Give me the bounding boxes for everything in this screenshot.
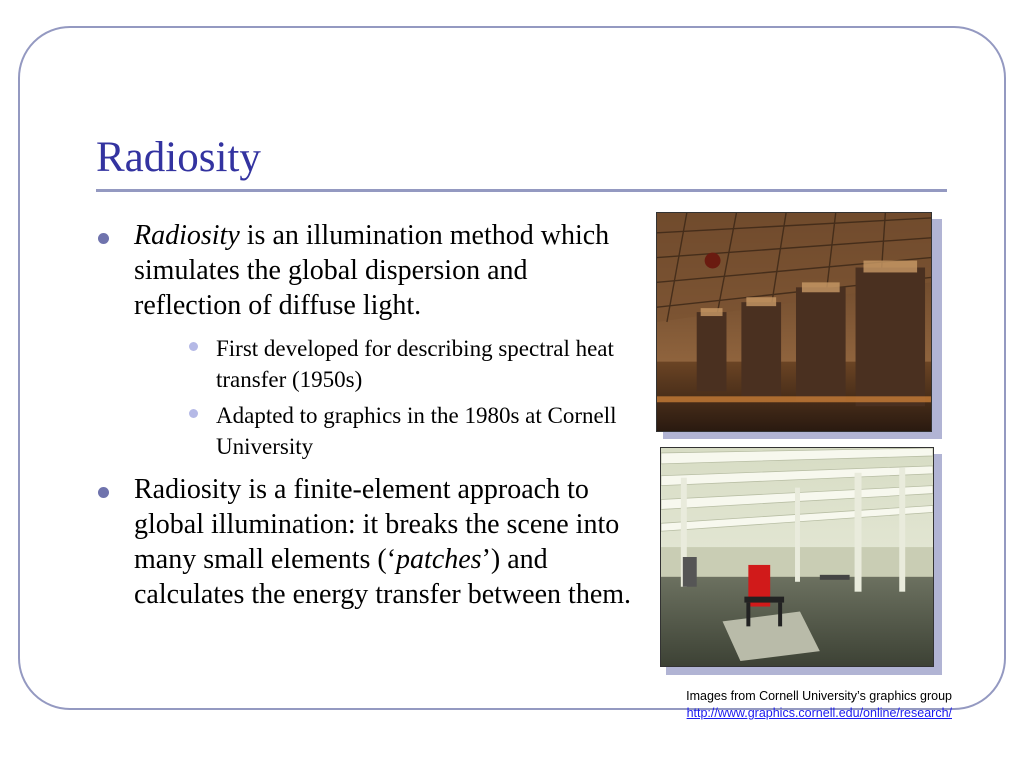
bullet-dot-icon xyxy=(98,233,109,244)
gallery-render-image xyxy=(660,447,934,667)
bullet-radiosity-definition xyxy=(96,218,641,462)
image-credit xyxy=(686,688,952,722)
factory-render-image xyxy=(656,212,932,432)
sub-bullet-cornell xyxy=(134,400,641,462)
cornell-research-link[interactable]: http://www.graphics.cornell.edu/online/research/ xyxy=(686,706,952,720)
title-underline xyxy=(96,189,947,192)
gallery-render-graphic xyxy=(661,448,933,666)
credit-text: Images from Cornell University’s graphics group xyxy=(686,689,952,703)
sub-bullet-heat-transfer xyxy=(134,333,641,395)
finite-element-text-end: ’) and calculates the energy transfer between them. xyxy=(134,544,632,610)
sub-bullet-dot-icon xyxy=(189,409,198,418)
slide-body xyxy=(96,218,641,612)
bullet-finite-element xyxy=(96,472,641,612)
definition-text: is an illumination method which simulates the global dispersion and reflection of diffuse light. xyxy=(134,220,610,321)
finite-element-text-start: Radiosity is a finite-element approach to global illumination: it breaks the scene into many small elements (‘ xyxy=(134,474,620,575)
sub-bullet-dot-icon xyxy=(189,342,198,351)
slide-title: Radiosity xyxy=(96,134,261,181)
radiosity-term: Radiosity xyxy=(134,220,240,251)
sub-bullet-list xyxy=(134,333,641,462)
sub-bullet-text: Adapted to graphics in the 1980s at Cornell University xyxy=(216,403,617,459)
factory-render-graphic xyxy=(657,213,931,431)
bullet-dot-icon xyxy=(98,487,109,498)
patches-term: patches xyxy=(396,544,482,575)
sub-bullet-text: First developed for describing spectral heat transfer (1950s) xyxy=(216,336,614,392)
